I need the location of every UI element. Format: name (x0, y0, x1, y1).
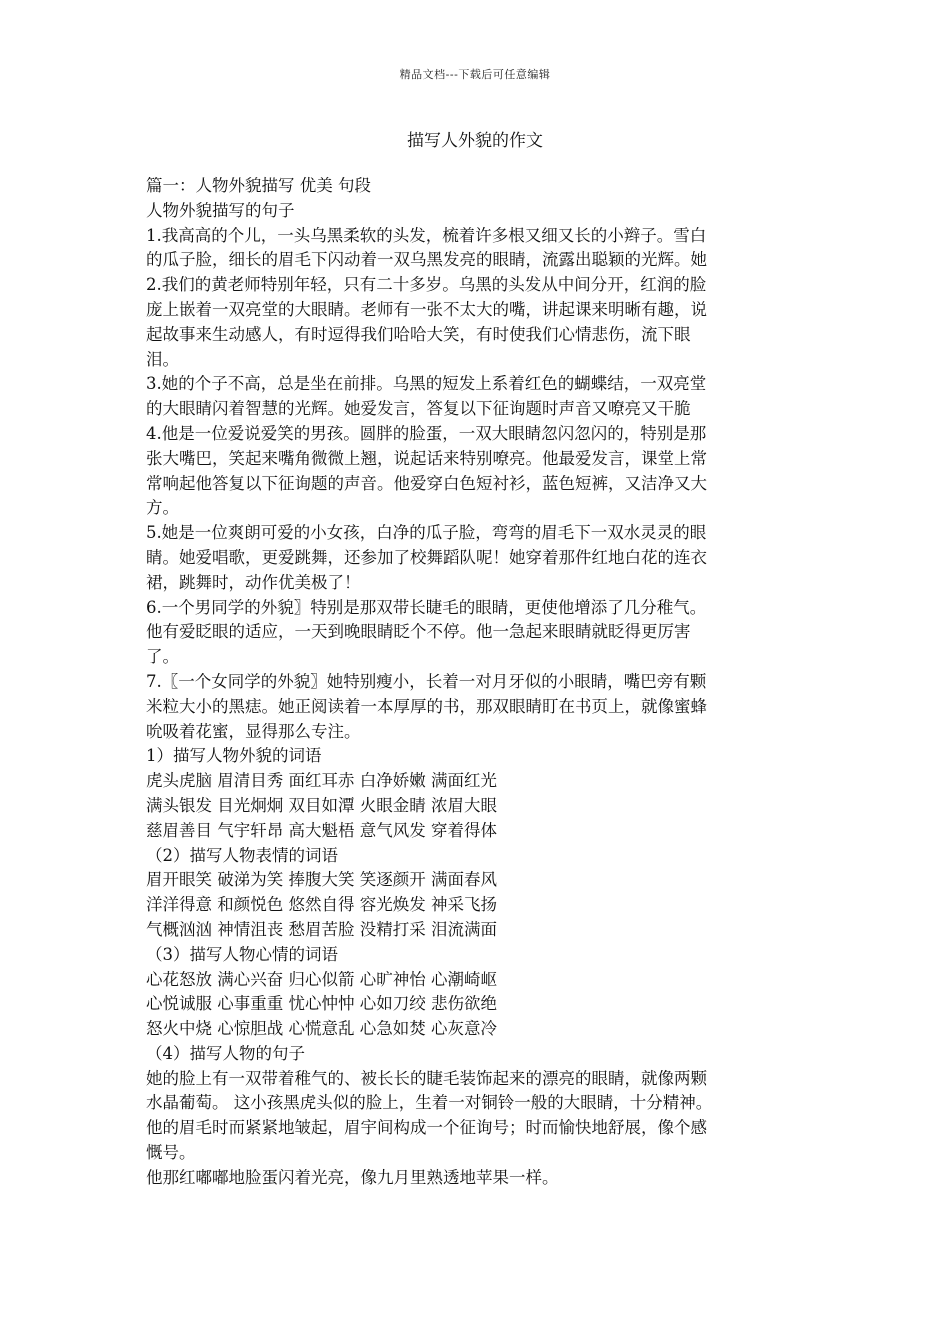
text-line: 3.她的个子不高，总是坐在前排。乌黑的短发上系着红色的蝴蝶结，一双亮堂 (146, 374, 707, 394)
page-header: 精品文档---下载后可任意编辑 (399, 68, 551, 81)
text-line: 米粒大小的黑痣。她正阅读着一本厚厚的书，那双眼睛盯在书页上，就像蜜蜂 (146, 696, 707, 716)
text-line: 方。 (146, 498, 179, 518)
text-line: 篇一：人物外貌描写 优美 句段 (146, 176, 371, 195)
text-line: 6.一个男同学的外貌〗特别是那双带长睫毛的眼睛，更使他增添了几分稚气。 (146, 597, 707, 617)
document-body (146, 174, 806, 1191)
text-line: 7.〖一个女同学的外貌〗她特别瘦小，长着一对月牙似的小眼睛，嘴巴旁有颗 (146, 671, 707, 691)
text-line: 2.我们的黄老师特别年轻，只有二十多岁。乌黑的头发从中间分开，红润的脸 (146, 275, 707, 295)
text-line: （3）描写人物心情的词语 (146, 944, 338, 964)
text-line: （4）描写人物的句子 (146, 1043, 305, 1063)
text-line: 起故事来生动感人，有时逗得我们哈哈大笑，有时使我们心情悲伤，流下眼 (146, 324, 691, 344)
text-line: 1）描写人物外貌的词语 (146, 746, 322, 766)
text-line: 的瓜子脸，细长的眉毛下闪动着一双乌黑发亮的眼睛，流露出聪颖的光辉。她 (146, 250, 707, 270)
text-line: 心花怒放 满心兴奋 归心似箭 心旷神怡 心潮崎岖 (146, 969, 497, 989)
text-line: 心悦诚服 心事重重 忧心忡忡 心如刀绞 悲伤欲绝 (146, 994, 497, 1014)
text-line: 4.他是一位爱说爱笑的男孩。圆胖的脸蛋，一双大眼睛忽闪忽闪的，特别是那 (146, 423, 707, 443)
text-line: 眉开眼笑 破涕为笑 捧腹大笑 笑逐颜开 满面春风 (146, 870, 497, 890)
text-line: 吮吸着花蜜，显得那么专注。 (146, 721, 361, 741)
text-line: 怒火中烧 心惊胆战 心慌意乱 心急如焚 心灰意冷 (146, 1019, 497, 1039)
text-line: 人物外貌描写的句子 (146, 200, 295, 220)
text-line: 常响起他答复以下征询题的声音。他爱穿白色短衬衫，蓝色短裤，又洁净又大 (146, 473, 707, 493)
text-line: 泪。 (146, 349, 179, 369)
text-line: 慨号。 (146, 1143, 196, 1163)
text-line: 慈眉善目 气宇轩昂 高大魁梧 意气风发 穿着得体 (146, 820, 497, 840)
text-line: 虎头虎脑 眉清目秀 面红耳赤 白净娇嫩 满面红光 (146, 771, 497, 791)
document-title: 描写人外貌的作文 (407, 131, 543, 151)
text-line: 他有爱眨眼的适应，一天到晚眼睛眨个不停。他一急起来眼睛就眨得更厉害 (146, 622, 691, 642)
text-line: 1.我高高的个儿，一头乌黑柔软的头发，梳着许多根又细又长的小辫子。雪白 (146, 225, 707, 245)
text-line: 裙，跳舞时，动作优美极了！ (146, 572, 361, 592)
text-line: 气概汹汹 神情沮丧 愁眉苦脸 没精打采 泪流满面 (146, 919, 497, 939)
text-line: 睛。她爱唱歌，更爱跳舞，还参加了校舞蹈队呢！她穿着那件红地白花的连衣 (146, 547, 707, 567)
text-line: 他那红嘟嘟地脸蛋闪着光亮，像九月里熟透地苹果一样。 (146, 1167, 559, 1187)
text-line: 了。 (146, 647, 179, 667)
text-line: 洋洋得意 和颜悦色 悠然自得 容光焕发 神采飞扬 (146, 895, 497, 915)
text-line: （2）描写人物表情的词语 (146, 845, 338, 865)
text-line: 5.她是一位爽朗可爱的小女孩，白净的瓜子脸，弯弯的眉毛下一双水灵灵的眼 (146, 523, 707, 543)
text-line: 水晶葡萄。 这小孩黑虎头似的脸上，生着一对铜铃一般的大眼睛，十分精神。 (146, 1093, 713, 1113)
text-line: 的大眼睛闪着智慧的光辉。她爱发言，答复以下征询题时声音又嘹亮又干脆 (146, 399, 691, 419)
text-line: 满头银发 目光炯炯 双目如潭 火眼金睛 浓眉大眼 (146, 795, 497, 815)
text-line: 她的脸上有一双带着稚气的、被长长的睫毛装饰起来的漂亮的眼睛，就像两颗 (146, 1068, 707, 1088)
text-line: 他的眉毛时而紧紧地皱起，眉宇间构成一个征询号；时而愉快地舒展，像个感 (146, 1118, 707, 1138)
text-line: 张大嘴巴，笑起来嘴角微微上翘，说起话来特别嘹亮。他最爱发言，课堂上常 (146, 448, 707, 468)
text-line: 庞上嵌着一双亮堂的大眼睛。老师有一张不太大的嘴，讲起课来明晰有趣，说 (146, 299, 707, 319)
